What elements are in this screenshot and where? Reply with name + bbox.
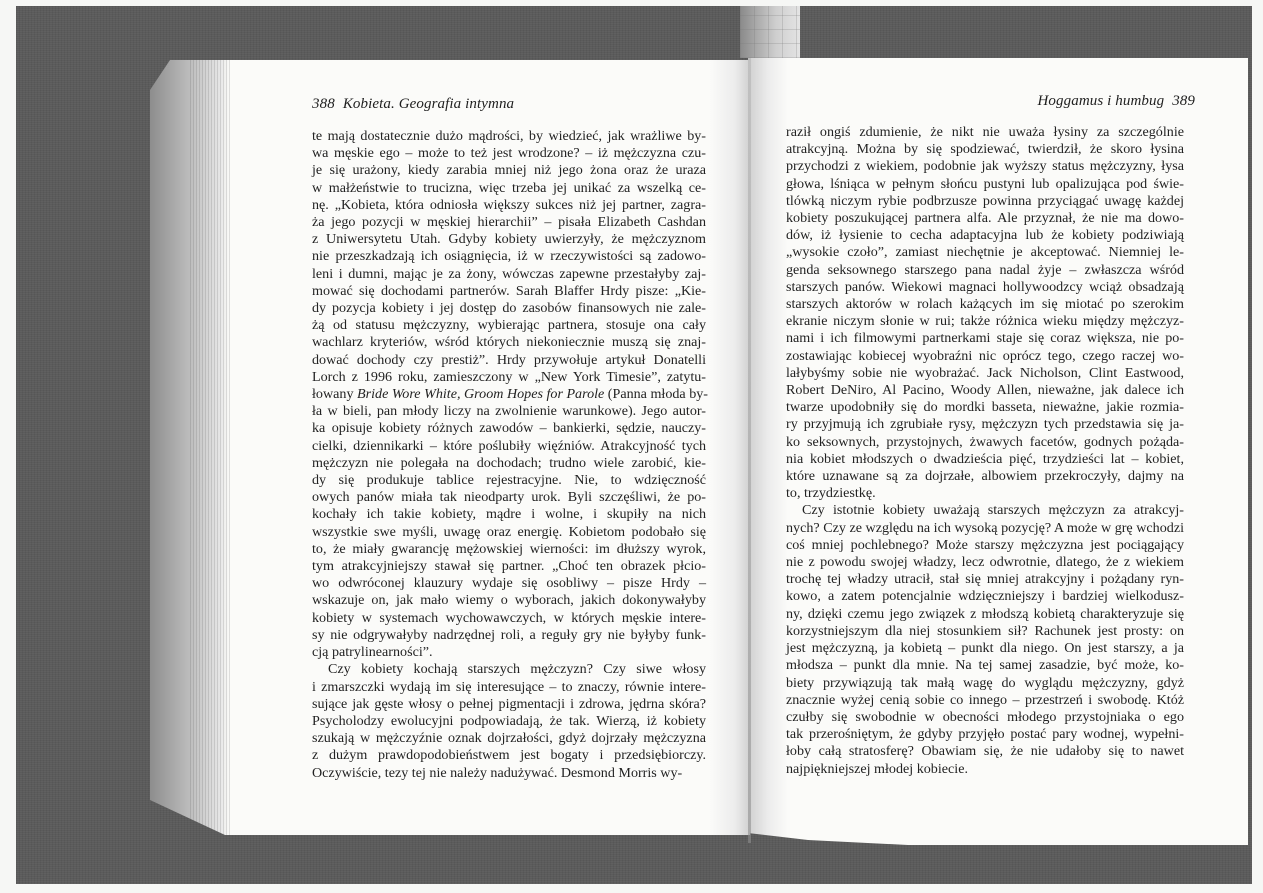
text-line: wachlarz kryteriów, wśród których niekoniecznie muszą się znaj- bbox=[312, 334, 706, 351]
text-line: Robert DeNiro, Al Pacino, Woody Allen, nieważne, jak dalece ich bbox=[786, 382, 1184, 399]
text-line: Czy istotnie kobiety uważają starszych mężczyzn za atrakcyj- bbox=[802, 502, 1184, 519]
text-line: raził ongiś zdumienie, że nikt nie uważa łysiny za szczególnie bbox=[786, 124, 1184, 140]
text-line: Lorch z 1996 roku, zamieszczony w „New York Timesie”, zatytu- bbox=[312, 368, 706, 385]
text-line: sy nie odgrywałyby nadrzędnej roli, a reguły gry nie byłyby funk- bbox=[312, 626, 706, 643]
book-spine bbox=[748, 58, 751, 843]
text-line: nych? Czy ze względu na ich wysoką pozycję? A może w grę wchodzi bbox=[786, 519, 1184, 536]
text-line: sujące jak gęste włosy o pełnej pigmentacji i zdrowa, jędrna skóra? bbox=[312, 695, 706, 712]
text-line: mować się dochodami partnerów. Sarah Blaffer Hrdy pisze: „Kie- bbox=[312, 282, 706, 299]
text-line: dować dochody czy prestiż”. Hrdy przywołuje artykuł Donatelli bbox=[312, 351, 706, 368]
text-line: wa męskie ego – może to też jest wrodzone? – iż mężczyzna czu- bbox=[312, 145, 706, 162]
text-line: cielki, dziennikarki – które poślubiły więźniów. Atrakcyjność tych bbox=[312, 437, 706, 454]
text-line: nie z powodu swojej władzy, lecz odwrotnie, dlatego, że z wiekiem bbox=[786, 554, 1184, 571]
text-line: biety przywiązują tak małą wagę do wyglądu mężczyzny, gdyż bbox=[786, 674, 1184, 691]
text-line: tak przerośniętym, że gdyby przyjęło postać pary wodnej, wypełni- bbox=[786, 726, 1184, 743]
text-line: wo odwróconej klauzury wydaje się osobliwy – pisze Hrdy – bbox=[312, 575, 706, 592]
text-line: leni i dumni, mając je za żony, wówczas zapewne przestałyby zaj- bbox=[312, 265, 706, 282]
text-line: ry przyjmują ich zgrubiałe rysy, mężczyzn tych przedstawia się ja- bbox=[786, 416, 1184, 433]
text-line: starszych aktorów w rolach każących im się miotać po szerokim bbox=[786, 296, 1184, 313]
text-line: ko seksownych, przystojnych, żwawych facetów, godnych pożąda- bbox=[786, 433, 1184, 450]
text-line: te mają dostatecznie dużo mądrości, by wiedzieć, jak wrażliwe by- bbox=[312, 128, 706, 144]
text-line: łoby całą stratosferę? Obawiam się, że nie udałoby się to nawet bbox=[786, 743, 1184, 760]
text-line: dów, iż łysienie to cecha adaptacyjna lub że kobiety podziwiają bbox=[786, 227, 1184, 244]
right-running-title: Hoggamus i humbug bbox=[1037, 93, 1165, 109]
text-line: dy się produkuje tablice rejestracyjne. Nie, to wdzięczność bbox=[312, 472, 706, 489]
text-line: czułby się swobodnie w obecności młodego przystojniaka o ego bbox=[786, 708, 1184, 725]
left-page-number: 388 bbox=[312, 96, 335, 112]
text-line: ła w bieli, pan młody liczy na zwolnienie warunkowe). Jego autor- bbox=[312, 403, 706, 420]
text-line: dy pozycja kobiety i jej dostęp do zasobów finansowych nie zale- bbox=[312, 300, 706, 317]
grid-paper-corner bbox=[740, 6, 800, 58]
text-line: szukają w mężczyźnie oznak dojrzałości, gdyż dojrzały mężczyzna bbox=[312, 730, 706, 747]
left-page-body bbox=[312, 128, 709, 782]
text-line: trochę tej władzy utracił, stał się mniej atrakcyjny i pożądany ryn- bbox=[786, 571, 1184, 588]
text-line: które uznawane są za dojrzałe, albowiem przekroczyły, dajmy na bbox=[786, 468, 1184, 485]
text-line: tym atrakcyjniejszy stawał się partner. „Choć ten obrazek płcio- bbox=[312, 558, 706, 575]
text-line: mężczyzn nie polegała na dochodach; trudno wiele zarobić, kie- bbox=[312, 454, 706, 471]
text-line: nami i ich filmowymi partnerkami staje się coraz większa, nie po- bbox=[786, 330, 1184, 347]
text-line: je się urażony, kiedy zarabia mniej niż jego żona oraz że uraza bbox=[312, 162, 706, 179]
text-line: ka opisuje kobiety różnych zawodów – bankierki, sędzie, nauczy- bbox=[312, 420, 706, 437]
text-line: ny, dzięki czemu jego związek z młodszą kobietą charakteryzuje się bbox=[786, 605, 1184, 622]
text-line: ża jego pozycji w męskiej hierarchii” – pisała Elizabeth Cashdan bbox=[312, 214, 706, 231]
right-page-number: 389 bbox=[1172, 93, 1195, 109]
text-line: korzystniejszym dla niej stosunkiem sił? Rachunek jest prosty: on bbox=[786, 622, 1184, 639]
text-line: nie przeszkadzają ich osiągnięcia, iż w rzeczywistości są zadowo- bbox=[312, 248, 706, 265]
text-line: kowo, a zatem potencjalnie wdzięczniejszy i bardziej wielkodusz- bbox=[786, 588, 1184, 605]
text-line: młodsza – punkt dla mnie. Na tej samej zasadzie, być może, ko- bbox=[786, 657, 1184, 674]
italic-title: Bride Wore White, Groom Hopes for Parole bbox=[357, 386, 605, 403]
text-line: wskazuje on, jak mało wiemy o wyborach, jakich dokonywałyby bbox=[312, 592, 706, 609]
text-line: najpiękniejszej młodej kobiecie. bbox=[786, 760, 968, 777]
text-line: wszystkie swe myśli, uwagę oraz energię. Kobietom podobało się bbox=[312, 523, 706, 540]
text-line: cją patrylinearności”. bbox=[312, 644, 433, 661]
right-page-body bbox=[786, 124, 1184, 778]
left-running-head bbox=[312, 96, 514, 113]
text-line: nę. „Kobieta, która odniosła większy sukces niż jej partner, zagra- bbox=[312, 196, 706, 213]
text-line: Psycholodzy ewolucyjni podpowiadają, że tak. Wierzą, iż kobiety bbox=[312, 712, 706, 729]
right-running-head bbox=[1037, 93, 1195, 110]
text-line: nia kobiet młodszych o dwadzieścia pięć, trzydzieści lat – kobiet, bbox=[786, 450, 1184, 467]
text-line: to, że miały gwarancję mężowskiej wierności: im dłuższy wyrok, bbox=[312, 540, 706, 557]
text-line: Czy kobiety kochają starszych mężczyzn? Czy siwe włosy bbox=[328, 661, 706, 678]
text-line: przychodzi z wiekiem, podobnie jak wyższy status mężczyzny, łysa bbox=[786, 158, 1184, 175]
text-line: atrakcyjną. Można by się spodziewać, twierdził, że skoro łysina bbox=[786, 141, 1184, 158]
text-line: to, trzydziestkę. bbox=[786, 485, 876, 502]
text-line: zostawiając kobiecej wyobraźni nic oprócz tego, czego raczej wo- bbox=[786, 347, 1184, 364]
text-line: lałybyśmy sobie nie wyobrażać. Jack Nicholson, Clint Eastwood, bbox=[786, 364, 1184, 381]
text-line: żą od statusu mężczyzny, wybierając partnera, stosuje ona cały bbox=[312, 317, 706, 334]
text-line: coś mniej pochlebnego? Może starszy mężczyzna jest pociągający bbox=[786, 536, 1184, 553]
text-line: Oczywiście, tezy tej nie należy nadużywać. Desmond Morris wy- bbox=[312, 764, 683, 781]
text-line: genda seksownego starszego pana nadal żyje – zwłaszcza wśród bbox=[786, 261, 1184, 278]
text-line: kobiety w systemach wychowawczych, w których męskie intere- bbox=[312, 609, 706, 626]
text-line: z Uniwersytetu Utah. Gdyby kobiety uwierzyły, że mężczyznom bbox=[312, 231, 706, 248]
text-line: głowa, lśniąca w pełnym słońcu pustyni lub opalizująca pod świe- bbox=[786, 175, 1184, 192]
left-running-title: Kobieta. Geografia intymna bbox=[342, 96, 515, 112]
text-line: z dużym prawdopodobieństwem jest bogaty i przedsiębiorczy. bbox=[312, 747, 706, 764]
text-line: kochały ich takie kobiety, mądre i wolne, i skupiły na nich bbox=[312, 506, 706, 523]
text-line: twarze upodobniły się do mordki basseta, nieważne, jakie rozmia- bbox=[786, 399, 1184, 416]
text-line: jest mężczyzną, ja kobietą – punkt dla niego. On jest starszy, a ja bbox=[786, 640, 1184, 657]
text-line: starszych panów. Wiekowi magnaci hollywoodzcy wciąż obsadzają bbox=[786, 278, 1184, 295]
text-line: w małżeństwie to trucizna, więc trzeba jej unikać za wszelką ce- bbox=[312, 179, 706, 196]
text-line: ekranie niczym słonie w rui; także różnica wieku między mężczyz- bbox=[786, 313, 1184, 330]
text-line: kobiety poszukującej partnera alfa. Ale przyznał, że nie ma dowo- bbox=[786, 210, 1184, 227]
text-line: i zmarszczki wydają im się interesujące – to znaczy, równie intere- bbox=[312, 678, 706, 695]
text-line: znacznie wyżej cenią sobie co innego – przestrzeń i swobodę. Któż bbox=[786, 691, 1184, 708]
text-line: łowany Bride Wore White, Groom Hopes for Parole (Panna młoda by- bbox=[312, 386, 709, 403]
text-line: tlówką niczym rybie podbrzusze powinna przyciągać uwagę każdej bbox=[786, 192, 1184, 209]
text-line: „wysokie czoło”, zamiast niechętnie je akceptować. Niemniej le- bbox=[786, 244, 1184, 261]
text-line: owych panów miała tak nieodparty urok. Byli szczęśliwi, że po- bbox=[312, 489, 706, 506]
